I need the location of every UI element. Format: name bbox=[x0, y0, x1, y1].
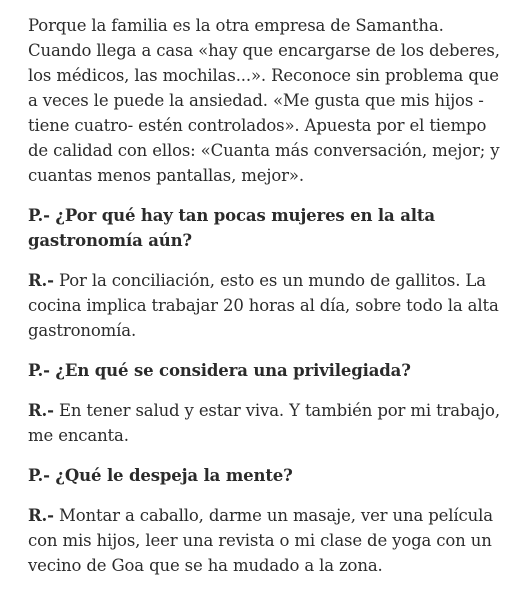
intro-paragraph: Porque la familia es la otra empresa de Samantha. Cuando llega a casa «hay que encargarse de los deberes, los médicos, las mochilas...». Reconoce sin problema que a veces le puede la ansiedad. «Me gusta que mis hijos -tiene cuatro- estén controlados». Apuesta por el tiempo de calidad con ellos: «Cuanta más conversación, mejor; y cuantas menos pantallas, mejor». bbox=[28, 16, 500, 185]
answer-text: Por la conciliación, esto es un mundo de gallitos. La cocina implica trabajar 20 horas al día, sobre todo la alta gastronomía. bbox=[28, 271, 499, 340]
answer-1 bbox=[28, 268, 500, 343]
answer-text: Montar a caballo, darme un masaje, ver una película con mis hijos, leer una revista o mi clase de yoga con un vecino de Goa que se ha mudado a la zona. bbox=[28, 506, 493, 575]
question-1: P.- ¿Por qué hay tan pocas mujeres en la alta gastronomía aún? bbox=[28, 206, 435, 250]
article-body bbox=[28, 13, 500, 593]
answer-label: R.- bbox=[28, 271, 54, 290]
answer-3 bbox=[28, 503, 500, 578]
answer-label: R.- bbox=[28, 401, 54, 420]
answer-2 bbox=[28, 398, 500, 448]
question-3: P.- ¿Qué le despeja la mente? bbox=[28, 466, 293, 485]
answer-label: R.- bbox=[28, 506, 54, 525]
question-2: P.- ¿En qué se considera una privilegiada? bbox=[28, 361, 411, 380]
answer-text: En tener salud y estar viva. Y también por mi trabajo, me encanta. bbox=[28, 401, 500, 445]
